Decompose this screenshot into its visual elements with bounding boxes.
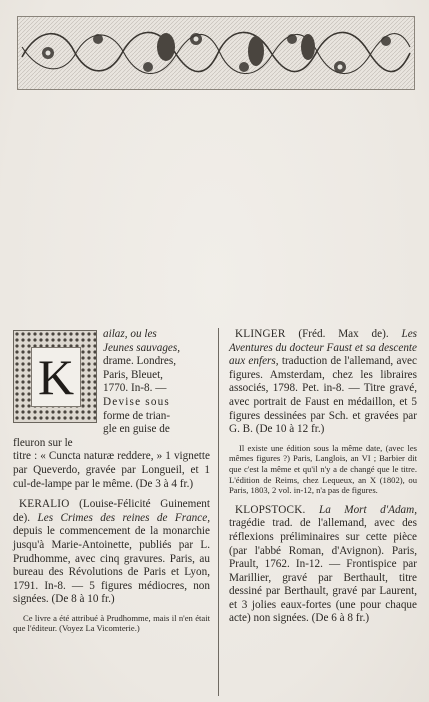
entry-keralio bbox=[13, 498, 210, 607]
entry-text: titre : « Cuncta naturæ reddere, » 1 vignette par Queverdo, gravée par Longueil, et 1 cul-de-lampe par le même. (De 3 à 4 fr.) bbox=[13, 450, 210, 490]
entry-line: Paris, Bleuet, bbox=[103, 368, 163, 381]
entry-author-details: (Louise-Félicité Guinement de). bbox=[13, 498, 210, 524]
ornamental-initial bbox=[13, 330, 97, 423]
entry-klopstock bbox=[229, 504, 417, 626]
entry-title: La Mort d'Adam, bbox=[318, 503, 418, 516]
entry-line: drame. Londres, bbox=[103, 355, 177, 368]
entry-note: Ce livre a été attribué à Prudhomme, mais il n'en était que l'éditeur. (Voyez La Vicomterie.) bbox=[13, 612, 210, 634]
left-column bbox=[13, 328, 210, 642]
entry-line: gle en guise de bbox=[103, 423, 170, 436]
entry-title: Les Aventures du docteur Faust et sa descente aux enfers, bbox=[229, 328, 418, 368]
entry-line: Jeunes sauvages, bbox=[103, 341, 181, 354]
entry-author: KLINGER bbox=[235, 328, 286, 340]
entry-title: Les Crimes des reines de France, bbox=[37, 511, 210, 524]
entry-line: Devise sous bbox=[103, 395, 170, 408]
entry-text: traduction de l'allemand, avec figures. Amsterdam, chez les libraires associés, 1798. Pet. in-8. — Titre gravé, avec portrait de Faust en médaillon, et 5 figures dessinées par Sch. et gravées par G. B. (De 10 à 12 fr.) bbox=[229, 355, 417, 436]
initial-letter: K bbox=[31, 347, 81, 407]
ornament-scrollwork-icon bbox=[18, 17, 414, 89]
entry-line: 1770. In-8. — bbox=[103, 382, 167, 395]
entry-note: Il existe une édition sous la même date, (avec les mêmes figures ?) Paris, Langlois, an VI ; Barbier dit que c'est la même et qu'il n'y a de changé que le titre. L'édition de Reims, chez Lequeux, an X (1802), ou Paris, 1803, 2 vol. in-12, n'a pas de figures. bbox=[229, 442, 417, 496]
entry-line: forme de trian- bbox=[103, 409, 171, 422]
entry-author-details: (Fréd. Max de). bbox=[298, 328, 389, 340]
decorative-headpiece bbox=[17, 16, 415, 90]
entry-text: tragédie trad. de l'allemand, avec des réflexions préliminaires sur cette pièce (par l'abbé Roman, d'Avignon). Paris, Prault, 1762. In-12. — Frontispice par Marillier, gravé par Berthault, titre dessiné par Berthault, gravé par Laurent, et 3 jolies eaux-fortes (une pour chaque acte) non signées. (De 6 à 8 fr.) bbox=[229, 517, 417, 625]
entry-line: ailaz, ou les bbox=[103, 328, 157, 340]
column-rule bbox=[218, 328, 219, 696]
entry-text: depuis le commencement de la monarchie jusqu'à Marie-Antoinette, publiés par L. Prudhomme, avec cinq gravures. Paris, au bureau des Révolutions de Paris et Lyon, 1791. In-8. — 5 figures médiocres, non signées. (De 8 à 10 fr.) bbox=[13, 525, 210, 606]
right-column bbox=[229, 328, 417, 632]
entry-author: KERALIO bbox=[19, 498, 70, 511]
entry-klinger bbox=[229, 328, 417, 437]
entry-author: KLOPSTOCK. bbox=[235, 503, 306, 516]
entry-line: fleuron sur le bbox=[13, 436, 73, 449]
